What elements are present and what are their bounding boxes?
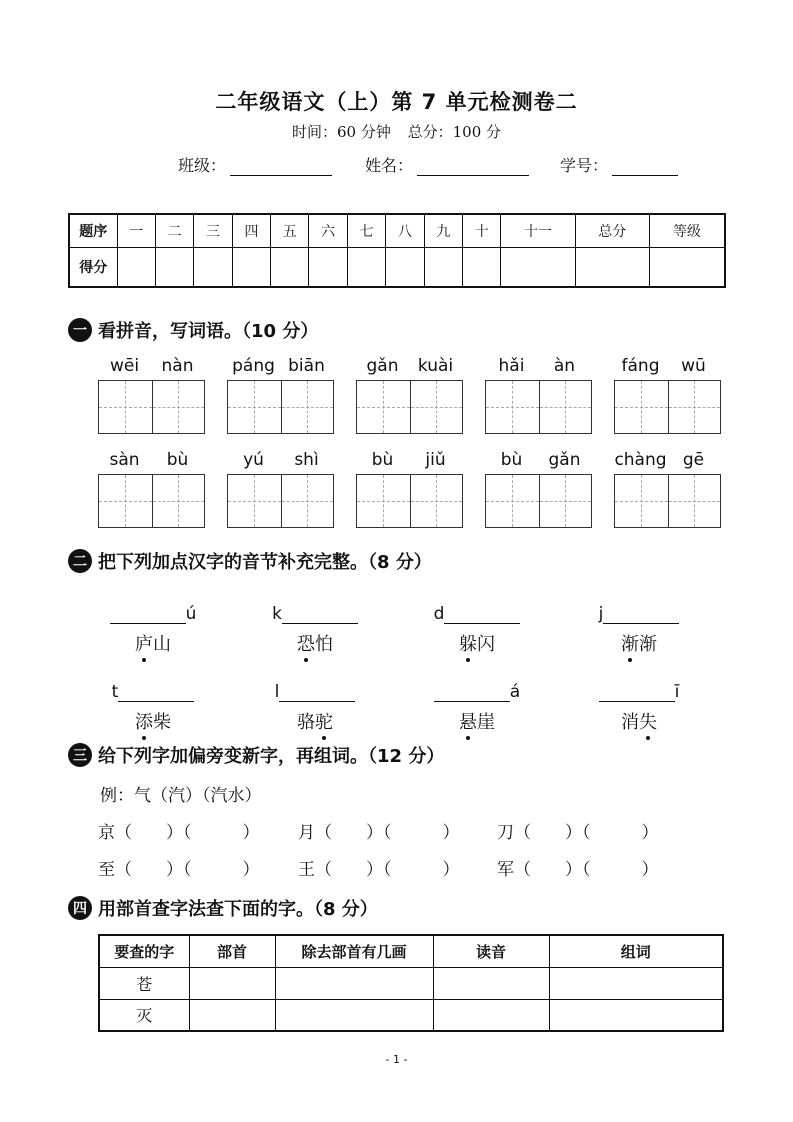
syllable-prefix: l [274,682,280,702]
syllable-suffix: ú [185,604,197,624]
score-cell[interactable] [463,247,501,287]
target-word-text: 悬崖 [459,712,495,733]
syllable-item [569,600,709,656]
tianzige-grid [356,380,463,434]
section-2-heading [68,548,432,574]
pinyin-syllable: páng [232,356,275,376]
lookup-answer-cell[interactable] [189,967,275,999]
syllable-item [569,678,709,734]
emphasis-dot [142,658,146,662]
lookup-answer-cell[interactable] [433,967,549,999]
target-word [621,708,657,734]
writing-cell[interactable] [668,475,721,527]
score-header-row [69,214,725,247]
target-word [621,630,657,656]
score-header-cell: 总分 [575,214,649,247]
syllable-prefix: k [272,604,282,624]
tianzige-grid [614,474,721,528]
score-input-row [69,247,725,287]
target-word-text: 躲闪 [459,634,495,655]
tianzige-grid [614,380,721,434]
writing-cell[interactable] [539,475,592,527]
tianzige-grid [98,474,205,528]
pinyin-syllable: bù [371,450,394,470]
writing-cell[interactable] [615,381,668,433]
score-cell[interactable] [194,247,232,287]
syllable-item [407,600,547,656]
section-instruction: 把下列加点汉字的音节补充完整。（8 分） [98,552,432,573]
writing-cell[interactable] [486,475,539,527]
lookup-header-cell: 组词 [549,935,723,967]
pinyin-syllable: chàng [614,450,667,470]
class-label: 班级： [178,156,227,175]
writing-cell[interactable] [281,381,334,433]
pinyin-syllable: nàn [161,356,194,376]
writing-cell[interactable] [668,381,721,433]
pinyin-syllable: gǎn [548,450,581,470]
emphasis-dot [628,658,632,662]
emphasis-dot [646,736,650,740]
score-cell[interactable] [117,247,155,287]
student-id-blank[interactable] [612,158,678,176]
name-field[interactable] [365,153,529,176]
syllable-item [245,600,385,656]
writing-cell[interactable] [152,475,205,527]
score-row-label: 得分 [69,247,117,287]
answer-line[interactable] [279,682,355,702]
score-header-cell: 九 [424,214,462,247]
score-header-cell: 二 [155,214,193,247]
section-instruction: 用部首查字法查下面的字。（8 分） [98,899,378,920]
lookup-character: 灭 [99,999,189,1031]
score-header-cell: 七 [347,214,385,247]
writing-cell[interactable] [228,381,281,433]
writing-cell[interactable] [410,381,463,433]
lookup-header-cell: 除去部首有几画 [275,935,433,967]
pinyin-syllable: bù [166,450,189,470]
lookup-character: 苍 [99,967,189,999]
page-title: 二年级语文（上）第 7 单元检测卷二 [215,90,578,114]
target-word-text: 骆驼 [297,712,333,733]
lookup-answer-cell[interactable] [433,999,549,1031]
writing-cell[interactable] [357,381,410,433]
class-blank[interactable] [230,158,332,176]
pinyin-syllable: wū [681,356,706,376]
name-label: 姓名： [365,156,414,175]
answer-line[interactable] [444,604,520,624]
answer-line[interactable] [282,604,358,624]
pinyin-syllable: jiǔ [425,450,446,470]
section-number-badge: 四 [68,896,92,920]
writing-cell[interactable] [615,475,668,527]
score-table [68,213,726,288]
syllable-blank[interactable] [569,678,709,702]
tianzige-grid [227,380,334,434]
tianzige-grid [227,474,334,528]
total-score: 总分：100 分 [407,123,502,141]
time-limit: 时间：60 分钟 [291,123,391,141]
lookup-answer-cell[interactable] [549,999,723,1031]
syllable-item [83,678,223,734]
pinyin-syllable: fáng [621,356,660,376]
target-word-text: 庐山 [135,634,171,655]
score-header-cell: 八 [386,214,424,247]
score-cell[interactable] [347,247,385,287]
writing-cell[interactable] [99,475,152,527]
target-word [459,630,495,656]
student-id-field[interactable] [560,153,678,176]
target-word [135,708,171,734]
answer-line[interactable] [110,604,186,624]
target-word [135,630,171,656]
syllable-blank[interactable] [569,600,709,624]
radical-item[interactable]: 月（ ）（ ） [298,823,460,843]
emphasis-dot [322,736,326,740]
section-instruction: 给下列字加偏旁变新字，再组词。（12 分） [98,746,445,767]
writing-cell[interactable] [410,475,463,527]
pinyin-syllable: gē [682,450,705,470]
section-number-badge: 二 [68,549,92,573]
tianzige-grid [356,474,463,528]
target-word [459,708,495,734]
score-header-cell: 四 [232,214,270,247]
syllable-prefix: d [433,604,445,624]
answer-line[interactable] [603,604,679,624]
syllable-item [407,678,547,734]
syllable-item [245,678,385,734]
syllable-blank[interactable] [245,600,385,624]
page-number: - 1 - [385,1053,408,1066]
radical-item[interactable]: 刀（ ）（ ） [497,823,659,843]
emphasis-dot [304,658,308,662]
syllable-item [83,600,223,656]
score-header-cell: 三 [194,214,232,247]
target-word [297,630,333,656]
score-header-cell: 十 [463,214,501,247]
example-line: 例：气（汽）（汽水） [100,786,262,806]
score-cell[interactable] [649,247,725,287]
writing-cell[interactable] [99,381,152,433]
writing-cell[interactable] [357,475,410,527]
target-word-text: 添柴 [135,712,171,733]
lookup-row [99,999,723,1031]
score-cell[interactable] [155,247,193,287]
target-word-text: 渐渐 [621,634,657,655]
pinyin-syllable: bù [500,450,523,470]
syllable-blank[interactable] [245,678,385,702]
radical-item[interactable]: 军（ ）（ ） [497,860,659,880]
lookup-answer-cell[interactable] [189,999,275,1031]
radical-item[interactable]: 京（ ）（ ） [98,823,260,843]
score-cell[interactable] [271,247,309,287]
emphasis-dot [142,736,146,740]
radical-item[interactable]: 王（ ）（ ） [298,860,460,880]
syllable-blank[interactable] [407,678,547,702]
score-cell[interactable] [309,247,347,287]
score-cell[interactable] [501,247,575,287]
score-header-cell: 等级 [649,214,725,247]
section-4-heading [68,895,378,921]
target-word-text: 消失 [621,712,657,733]
emphasis-dot [466,736,470,740]
class-field[interactable] [178,153,332,176]
pinyin-syllable: biān [288,356,325,376]
exam-info [0,121,793,142]
section-1-heading [68,317,318,343]
tianzige-grid [485,474,592,528]
pinyin-syllable: shì [294,450,319,470]
score-header-cell: 一 [117,214,155,247]
lookup-header-cell: 要查的字 [99,935,189,967]
score-cell[interactable] [424,247,462,287]
score-cell[interactable] [232,247,270,287]
tianzige-grid [485,380,592,434]
writing-cell[interactable] [539,381,592,433]
score-header-cell: 十一 [501,214,575,247]
score-header-cell: 六 [309,214,347,247]
writing-cell[interactable] [228,475,281,527]
writing-cell[interactable] [152,381,205,433]
target-word-text: 恐怕 [297,634,333,655]
syllable-suffix: á [509,682,521,702]
score-cell[interactable] [575,247,649,287]
score-cell[interactable] [386,247,424,287]
target-word [297,708,333,734]
pinyin-syllable: yú [243,450,264,470]
section-instruction: 看拼音，写词语。（10 分） [98,321,319,342]
syllable-prefix: t [111,682,119,702]
radical-item[interactable]: 至（ ）（ ） [98,860,260,880]
answer-line[interactable] [434,682,510,702]
emphasis-dot [466,658,470,662]
pinyin-syllable: hǎi [498,356,525,376]
pinyin-syllable: kuài [417,356,454,376]
syllable-blank[interactable] [407,600,547,624]
lookup-header-cell: 读音 [433,935,549,967]
answer-line[interactable] [118,682,194,702]
writing-cell[interactable] [281,475,334,527]
pinyin-syllable: gǎn [366,356,399,376]
section-number-badge: 三 [68,743,92,767]
lookup-answer-cell[interactable] [549,967,723,999]
pinyin-syllable: àn [553,356,576,376]
tianzige-grid [98,380,205,434]
student-id-label: 学号： [560,156,609,175]
lookup-answer-cell[interactable] [275,967,433,999]
section-number-badge: 一 [68,318,92,342]
answer-line[interactable] [599,682,675,702]
syllable-blank[interactable] [83,678,223,702]
syllable-prefix: j [598,604,604,624]
writing-cell[interactable] [486,381,539,433]
pinyin-syllable: sàn [109,450,140,470]
lookup-row [99,967,723,999]
lookup-header-row [99,935,723,967]
name-blank[interactable] [417,158,529,176]
lookup-header-cell: 部首 [189,935,275,967]
score-header-cell: 题序 [69,214,117,247]
syllable-blank[interactable] [83,600,223,624]
pinyin-syllable: wēi [109,356,140,376]
radical-lookup-table [98,934,724,1032]
section-3-heading [68,742,444,768]
score-header-cell: 五 [271,214,309,247]
syllable-suffix: ī [674,682,680,702]
lookup-answer-cell[interactable] [275,999,433,1031]
